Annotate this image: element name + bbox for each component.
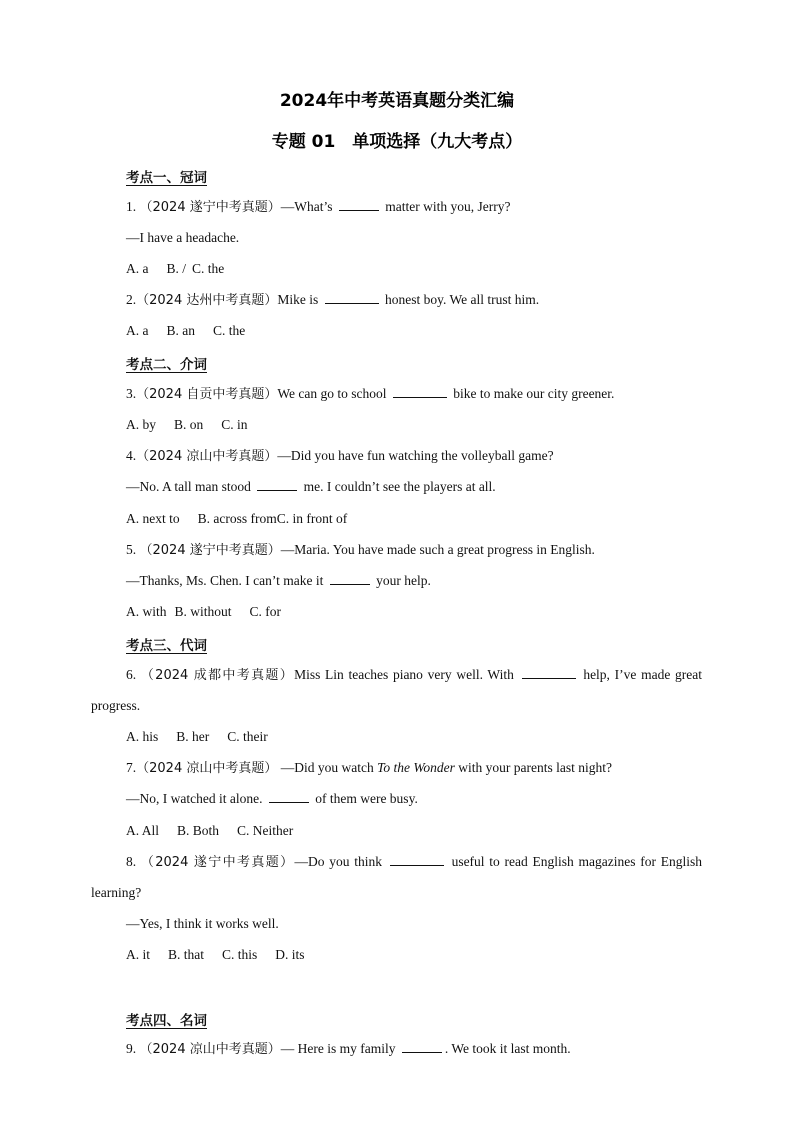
option-b: B. /: [166, 261, 187, 276]
answer-blank: [325, 291, 379, 304]
q-source: （2024 遂宁中考真题）: [140, 855, 295, 870]
q-source: （2024 凉山中考真题）: [136, 449, 278, 464]
q-continuation: learning?: [91, 885, 142, 900]
answer-blank: [522, 666, 576, 679]
option-c: C. the: [192, 261, 225, 276]
answer-blank: [402, 1040, 442, 1053]
q-num: 2.: [126, 292, 137, 307]
q-text: —Do you think: [294, 854, 383, 869]
q-continuation: progress.: [91, 698, 141, 713]
answer-blank: [339, 198, 379, 211]
q-source: （2024 遂宁中考真题）: [139, 200, 281, 215]
q-text: useful to read English magazines for English: [451, 854, 703, 869]
q-text: — Here is my family: [280, 1041, 396, 1056]
q-source: （2024 成都中考真题）: [140, 668, 295, 683]
option-c: C. Neither: [237, 823, 294, 838]
option-d: D. its: [275, 947, 305, 962]
q-source: （2024 自贡中考真题）: [136, 387, 278, 402]
option-c: C. for: [249, 604, 282, 619]
answer-blank: [330, 572, 370, 585]
q-text: of them were busy.: [315, 791, 418, 806]
option-a: A. a: [126, 323, 149, 338]
q-source: （2024 达州中考真题）: [136, 293, 278, 308]
q-num: 6.: [126, 667, 137, 682]
answer-blank: [257, 478, 297, 491]
q-source: （2024 凉山中考真题）: [136, 761, 278, 776]
answer-blank: [390, 853, 444, 866]
question-5: [126, 541, 595, 560]
q-text: with your parents last night?: [458, 760, 612, 775]
question-2: [126, 291, 539, 310]
film-title: To the Wonder: [377, 760, 455, 775]
q-num: 4.: [126, 448, 137, 463]
question-9: [126, 1040, 571, 1059]
options: [126, 728, 286, 746]
q-source: （2024 凉山中考真题）: [139, 1042, 281, 1057]
answer-line: —I have a headache.: [126, 230, 240, 245]
q-num: 7.: [126, 760, 137, 775]
q-text: —Thanks, Ms. Chen. I can’t make it: [126, 573, 324, 588]
option-a: A. with: [126, 604, 167, 619]
answer-line: [126, 478, 496, 496]
q-num: 1.: [126, 199, 137, 214]
option-c: C. the: [213, 323, 246, 338]
q-text: Miss Lin teaches piano very well. With: [294, 667, 514, 682]
option-a: A. it: [126, 947, 151, 962]
option-a: A. by: [126, 417, 156, 432]
option-b: B. across from: [197, 511, 277, 526]
q-num: 5.: [126, 542, 137, 557]
q-text: —Did you have fun watching the volleyball game?: [277, 448, 554, 463]
q-num: 3.: [126, 386, 137, 401]
doc-title: 2024年中考英语真题分类汇编: [279, 91, 515, 111]
doc-subtitle: 专题 01 单项选择（九大考点）: [271, 132, 523, 152]
q-text: your help.: [376, 573, 431, 588]
q-text: help, I’ve made great: [583, 667, 703, 682]
section-heading: 考点二、介词: [126, 357, 207, 373]
answer-line: [126, 790, 418, 808]
option-b: B. an: [166, 323, 195, 338]
question-8: [126, 853, 702, 872]
q-text: —Did you watch: [280, 760, 374, 775]
answer-line: —Yes, I think it works well.: [126, 916, 279, 931]
question-6: [126, 666, 702, 685]
q-text: Mike is: [277, 292, 319, 307]
option-c: C. in front of: [276, 511, 348, 526]
options: [126, 822, 311, 840]
options: [126, 260, 242, 278]
section-heading: 考点四、名词: [126, 1013, 207, 1029]
q-text: —What’s: [280, 199, 333, 214]
option-b: B. Both: [177, 823, 220, 838]
q-source: （2024 遂宁中考真题）: [139, 543, 281, 558]
option-a: A. next to: [126, 511, 180, 526]
option-b: B. that: [168, 947, 205, 962]
q-num: 8.: [126, 854, 137, 869]
option-a: A. All: [126, 823, 160, 838]
option-b: B. without: [174, 604, 232, 619]
option-c: C. their: [227, 729, 268, 744]
answer-blank: [269, 790, 309, 803]
q-text: —No. A tall man stood: [126, 479, 251, 494]
option-c: C. this: [222, 947, 258, 962]
option-b: B. her: [176, 729, 210, 744]
options: [126, 946, 323, 964]
option-a: A. his: [126, 729, 159, 744]
q-text: —No, I watched it alone.: [126, 791, 263, 806]
answer-line: [126, 572, 431, 590]
q-text: . We took it last month.: [444, 1041, 571, 1056]
q-text: We can go to school: [277, 386, 387, 401]
section-heading: 考点一、冠词: [126, 170, 207, 186]
options: [126, 510, 365, 528]
question-7: [126, 759, 612, 778]
answer-blank: [393, 385, 447, 398]
options: [126, 416, 266, 434]
question-4: [126, 447, 554, 466]
option-a: A. a: [126, 261, 149, 276]
q-text: honest boy. We all trust him.: [384, 292, 540, 307]
options: [126, 322, 263, 340]
q-text: me. I couldn’t see the players at all.: [303, 479, 496, 494]
q-text: —Maria. You have made such a great progress in English.: [280, 542, 595, 557]
option-c: C. in: [221, 417, 248, 432]
option-b: B. on: [174, 417, 204, 432]
q-num: 9.: [126, 1041, 137, 1056]
q-text: bike to make our city greener.: [453, 386, 615, 401]
section-heading: 考点三、代词: [126, 638, 207, 654]
question-3: [126, 385, 614, 404]
question-1: [126, 198, 510, 217]
options: [126, 603, 299, 621]
q-text: matter with you, Jerry?: [385, 199, 511, 214]
